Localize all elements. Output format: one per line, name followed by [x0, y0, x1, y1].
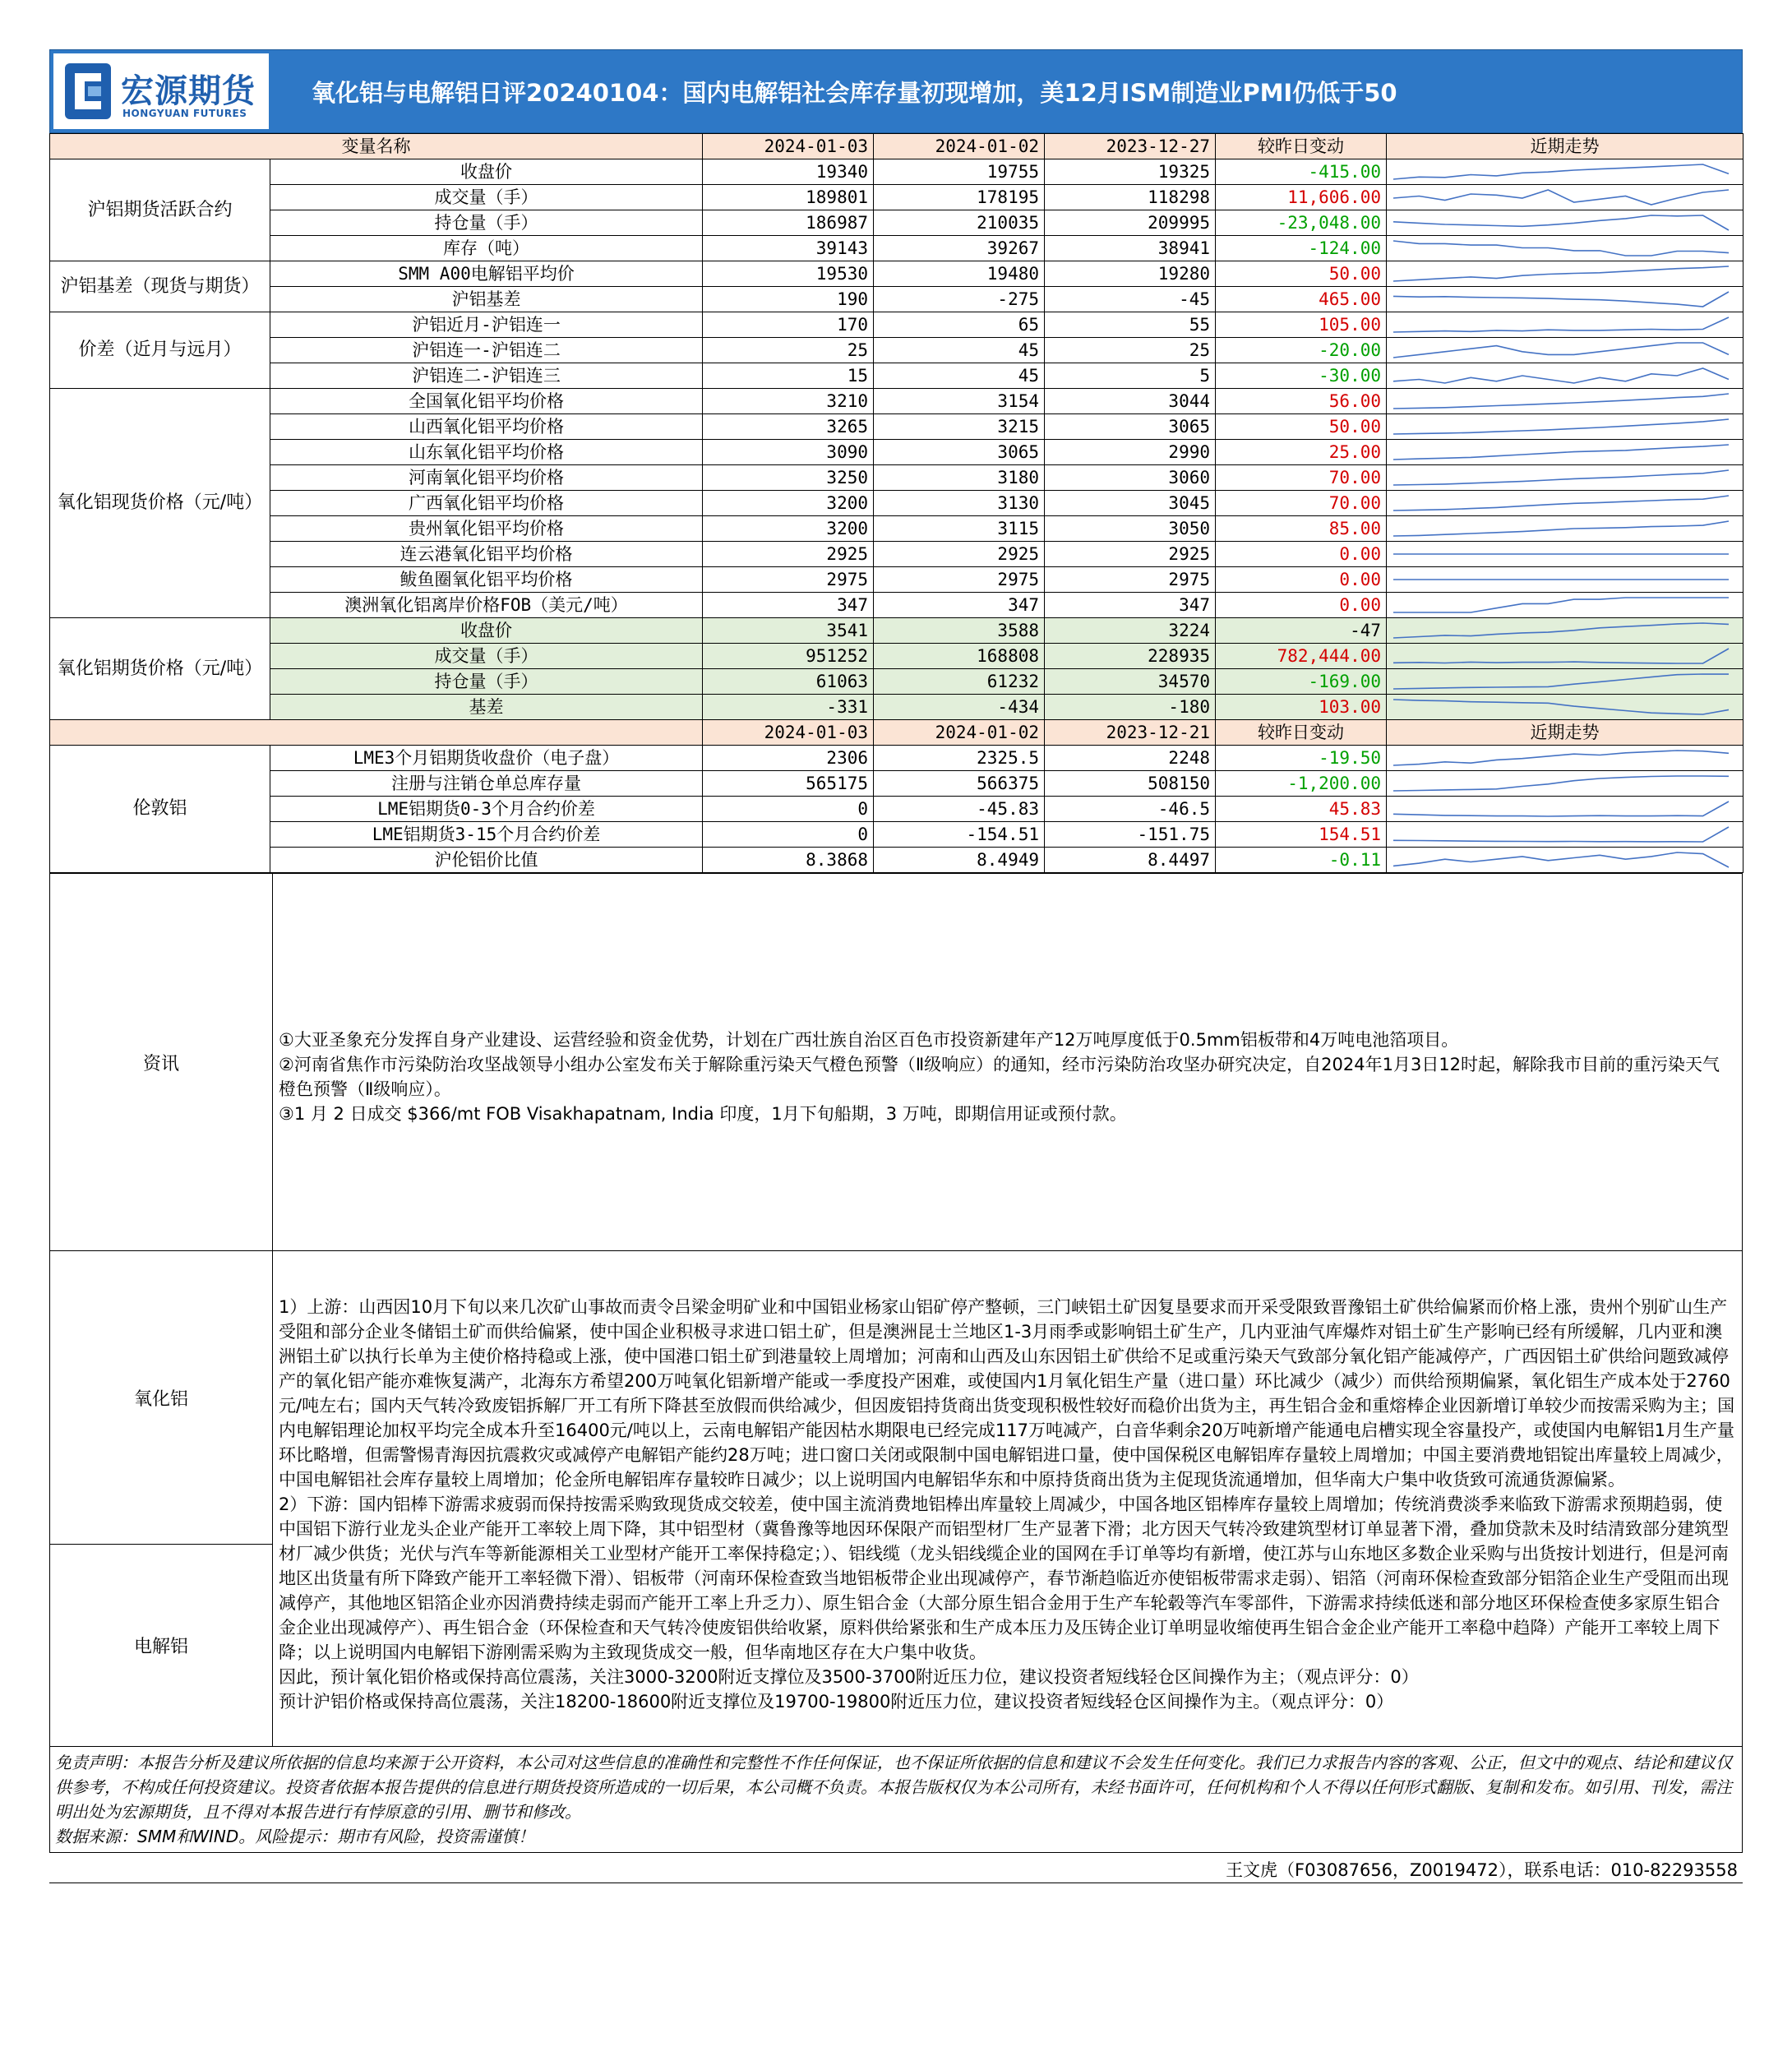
value-cell: -331	[703, 695, 874, 720]
change-cell: 0.00	[1216, 567, 1387, 593]
variable-name: 注册与注销仓单总库存量	[270, 771, 703, 797]
value-cell: 170	[703, 312, 874, 338]
value-cell: 2306	[703, 746, 874, 771]
value-cell: 347	[1045, 593, 1216, 618]
value-cell: 2325.5	[874, 746, 1045, 771]
table-row	[50, 669, 1744, 695]
variable-name: 连云港氧化铝平均价格	[270, 542, 703, 567]
change-cell: 25.00	[1216, 440, 1387, 465]
value-cell: 45	[874, 363, 1045, 389]
table-row	[50, 822, 1744, 848]
value-cell: -180	[1045, 695, 1216, 720]
variable-name: 全国氧化铝平均价格	[270, 389, 703, 414]
trend-sparkline	[1387, 593, 1744, 618]
value-cell: 19325	[1045, 159, 1216, 185]
trend-sparkline	[1387, 414, 1744, 440]
col-header-variable	[50, 720, 703, 746]
table-row	[50, 644, 1744, 669]
value-cell: 65	[874, 312, 1045, 338]
value-cell: 3115	[874, 516, 1045, 542]
data-source: 数据来源：SMM和WIND。风险提示：期市有风险，投资需谨慎！	[55, 1827, 535, 1846]
change-cell: 56.00	[1216, 389, 1387, 414]
downstream-text: 2）下游：国内铝棒下游需求疲弱而保持按需采购致现货成交较差，使中国主流消费地铝棒出库量较上周减少，中国各地区铝棒库存量较上周增加；传统消费淡季来临致下游需求预期趋弱，使中国铝下游行业龙头企业产能开工率较上周下降，其中铝型材（冀鲁豫等地因环保限产而铝型材厂生产显著下滑；北方因天气转冷致建筑型材订单显著下滑，叠加贷款未及时结清致部分建筑型材厂减少供货；光伏与汽车等新能源相关工业型材产能开工率保持稳定；）、铝线缆（龙头铝线缆企业的国网在手订单等均有新增，使江苏与山东地区多数企业采购与出货按计划进行，但是河南地区出货量有所下降致产能开工率轻微下滑）、铝板带（河南环保检查致当地铝板带企业出现减停产，春节渐趋临近亦使铝板带需求走弱）、铝箔（河南环保检查致部分铝箔企业生产受阻而出现减停产，其他地区铝箔企业亦因消费持续走弱而产能开工率上升乏力）、原生铝合金（大部分原生铝合金用于生产车轮毂等汽车零部件，下游需求持续低迷和部分地区环保检查使多家原生铝合金企业出现减停产）、再生铝合金（环保检查和天气转冷使废铝供给收紧，原料供给紧张和生产成本压力及压铸企业订单明显收缩使再生铝合金企业产能开工率稳中趋降）产能开工率较上周下降；以上说明国内电解铝下游刚需采购为主致现货成交一般，但华南地区存在大户集中收货。	[279, 1494, 1729, 1662]
variable-name: 持仓量（手）	[270, 210, 703, 236]
table-row	[50, 414, 1744, 440]
variable-name: LME3个月铝期货收盘价（电子盘）	[270, 746, 703, 771]
change-cell: 70.00	[1216, 491, 1387, 516]
group-label: 氧化铝现货价格（元/吨）	[50, 389, 270, 618]
report-header	[49, 49, 1743, 133]
table-row	[50, 185, 1744, 210]
value-cell: 2248	[1045, 746, 1216, 771]
value-cell: 3200	[703, 491, 874, 516]
value-cell: 61232	[874, 669, 1045, 695]
trend-sparkline	[1387, 822, 1744, 848]
analyst-contact: 王文虎（F03087656，Z0019472），联系电话：010-82293558	[49, 1853, 1743, 1883]
table-row	[50, 593, 1744, 618]
trend-sparkline	[1387, 363, 1744, 389]
col-header-trend: 近期走势	[1387, 720, 1744, 746]
value-cell: -434	[874, 695, 1045, 720]
trend-sparkline	[1387, 797, 1744, 822]
change-cell: -1,200.00	[1216, 771, 1387, 797]
table-row	[50, 542, 1744, 567]
value-cell: 8.4497	[1045, 848, 1216, 873]
variable-name: 成交量（手）	[270, 185, 703, 210]
trend-sparkline	[1387, 312, 1744, 338]
report-title: 氧化铝与电解铝日评20240104：国内电解铝社会库存量初现增加，美12月ISM制造业PMI仍低于50	[312, 79, 1397, 107]
col-header-date: 2024-01-02	[874, 134, 1045, 159]
table-header-row	[50, 720, 1744, 746]
table-header-row	[50, 134, 1744, 159]
value-cell: 3130	[874, 491, 1045, 516]
news-item: ①大亚圣象充分发挥自身产业建设、运营经验和资金优势，计划在广西壮族自治区百色市投资新建年产12万吨厚度低于0.5mm铝板带和4万吨电池箔项目。	[279, 1030, 1459, 1050]
alumina-analysis	[274, 1252, 1741, 1745]
variable-name: 成交量（手）	[270, 644, 703, 669]
value-cell: 19480	[874, 261, 1045, 287]
trend-sparkline	[1387, 261, 1744, 287]
value-cell: 38941	[1045, 236, 1216, 261]
value-cell: 19755	[874, 159, 1045, 185]
trend-sparkline	[1387, 618, 1744, 644]
logo-text-en: HONGYUAN FUTURES	[122, 108, 247, 119]
table-row	[50, 236, 1744, 261]
variable-name: SMM A00电解铝平均价	[270, 261, 703, 287]
news-body	[274, 875, 1741, 1250]
group-label: 氧化铝期货价格（元/吨）	[50, 618, 270, 720]
value-cell: 168808	[874, 644, 1045, 669]
value-cell: 209995	[1045, 210, 1216, 236]
col-header-date: 2024-01-02	[874, 720, 1045, 746]
group-label: 沪铝期货活跃合约	[50, 159, 270, 261]
hongyuan-logo-icon	[63, 62, 113, 121]
col-header-date: 2024-01-03	[703, 720, 874, 746]
value-cell: 3265	[703, 414, 874, 440]
value-cell: 566375	[874, 771, 1045, 797]
value-cell: 3250	[703, 465, 874, 491]
col-header-change: 较昨日变动	[1216, 134, 1387, 159]
trend-sparkline	[1387, 516, 1744, 542]
value-cell: 19280	[1045, 261, 1216, 287]
company-logo	[53, 53, 269, 129]
value-cell: 5	[1045, 363, 1216, 389]
value-cell: 186987	[703, 210, 874, 236]
value-cell: 25	[1045, 338, 1216, 363]
table-row	[50, 746, 1744, 771]
value-cell: 19530	[703, 261, 874, 287]
change-cell: 782,444.00	[1216, 644, 1387, 669]
table-row	[50, 159, 1744, 185]
trend-sparkline	[1387, 287, 1744, 312]
electrolytic-label: 电解铝	[50, 1545, 273, 1747]
market-data-table	[49, 133, 1744, 873]
value-cell: 228935	[1045, 644, 1216, 669]
variable-name: 鲅鱼圈氧化铝平均价格	[270, 567, 703, 593]
variable-name: 山东氧化铝平均价格	[270, 440, 703, 465]
variable-name: 河南氧化铝平均价格	[270, 465, 703, 491]
variable-name: 澳洲氧化铝离岸价格FOB（美元/吨）	[270, 593, 703, 618]
value-cell: 565175	[703, 771, 874, 797]
trend-sparkline	[1387, 185, 1744, 210]
change-cell: 154.51	[1216, 822, 1387, 848]
variable-name: 库存（吨）	[270, 236, 703, 261]
value-cell: 2925	[874, 542, 1045, 567]
value-cell: 55	[1045, 312, 1216, 338]
variable-name: 沪铝连一-沪铝连二	[270, 338, 703, 363]
change-cell: -169.00	[1216, 669, 1387, 695]
value-cell: 3154	[874, 389, 1045, 414]
value-cell: 3065	[874, 440, 1045, 465]
change-cell: 50.00	[1216, 414, 1387, 440]
col-header-date: 2023-12-21	[1045, 720, 1216, 746]
change-cell: 11,606.00	[1216, 185, 1387, 210]
change-cell: -20.00	[1216, 338, 1387, 363]
value-cell: 508150	[1045, 771, 1216, 797]
value-cell: 3210	[703, 389, 874, 414]
aluminium-view: 预计沪铝价格或保持高位震荡，关注18200-18600附近支撑位及19700-19800附近压力位，建议投资者短线轻仓区间操作为主。（观点评分：0）	[279, 1692, 1394, 1712]
value-cell: 347	[874, 593, 1045, 618]
value-cell: 189801	[703, 185, 874, 210]
table-row	[50, 465, 1744, 491]
variable-name: 山西氧化铝平均价格	[270, 414, 703, 440]
trend-sparkline	[1387, 848, 1744, 873]
report-page	[49, 49, 1743, 1883]
value-cell: 3215	[874, 414, 1045, 440]
value-cell: 2975	[874, 567, 1045, 593]
change-cell: 45.83	[1216, 797, 1387, 822]
table-row	[50, 567, 1744, 593]
trend-sparkline	[1387, 695, 1744, 720]
change-cell: 0.00	[1216, 593, 1387, 618]
variable-name: 收盘价	[270, 618, 703, 644]
change-cell: 465.00	[1216, 287, 1387, 312]
logo-text-cn: 宏源期货	[121, 72, 256, 110]
disclaimer-text: 免责声明：本报告分析及建议所依据的信息均来源于公开资料，本公司对这些信息的准确性和完整性不作任何保证，也不保证所依据的信息和建议不会发生任何变化。我们已力求报告内容的客观、公正，但文中的观点、结论和建议仅供参考，不构成任何投资建议。投资者依据本报告提供的信息进行期货投资所造成的一切后果，本公司概不负责。本报告版权仅为本公司所有，未经书面许可，任何机构和个人不得以任何形式翻版、复制和发布。如引用、刊发，需注明出处为宏源期货，且不得对本报告进行有悖原意的引用、删节和修改。	[55, 1753, 1732, 1822]
col-header-variable: 变量名称	[50, 134, 703, 159]
table-row	[50, 440, 1744, 465]
table-row	[50, 287, 1744, 312]
value-cell: -154.51	[874, 822, 1045, 848]
value-cell: 347	[703, 593, 874, 618]
value-cell: 3050	[1045, 516, 1216, 542]
value-cell: 2975	[703, 567, 874, 593]
change-cell: -0.11	[1216, 848, 1387, 873]
table-row	[50, 338, 1744, 363]
value-cell: 3065	[1045, 414, 1216, 440]
table-row	[50, 210, 1744, 236]
group-label: 伦敦铝	[50, 746, 270, 873]
value-cell: 8.4949	[874, 848, 1045, 873]
value-cell: 3060	[1045, 465, 1216, 491]
table-row	[50, 312, 1744, 338]
change-cell: 103.00	[1216, 695, 1387, 720]
change-cell: 85.00	[1216, 516, 1387, 542]
trend-sparkline	[1387, 771, 1744, 797]
value-cell: 39267	[874, 236, 1045, 261]
col-header-date: 2024-01-03	[703, 134, 874, 159]
table-row	[50, 516, 1744, 542]
trend-sparkline	[1387, 746, 1744, 771]
variable-name: 收盘价	[270, 159, 703, 185]
table-row	[50, 771, 1744, 797]
change-cell: 50.00	[1216, 261, 1387, 287]
value-cell: 3541	[703, 618, 874, 644]
news-item: ③1 月 2 日成交 $366/mt FOB Visakhapatnam, India 印度，1月下旬船期，3 万吨，即期信用证或预付款。	[279, 1104, 1127, 1124]
col-header-change: 较昨日变动	[1216, 720, 1387, 746]
news-label: 资讯	[50, 874, 273, 1251]
variable-name: 广西氧化铝平均价格	[270, 491, 703, 516]
value-cell: 15	[703, 363, 874, 389]
value-cell: 19340	[703, 159, 874, 185]
value-cell: 39143	[703, 236, 874, 261]
table-row	[50, 491, 1744, 516]
value-cell: -45	[1045, 287, 1216, 312]
change-cell: -19.50	[1216, 746, 1387, 771]
value-cell: 190	[703, 287, 874, 312]
news-item: ②河南省焦作市污染防治攻坚战领导小组办公室发布关于解除重污染天气橙色预警（Ⅱ级响应）的通知，经市污染防治攻坚办研究决定，自2024年1月3日12时起，解除我市目前的重污染天气橙色预警（Ⅱ级响应）。	[279, 1055, 1720, 1099]
trend-sparkline	[1387, 542, 1744, 567]
value-cell: 2975	[1045, 567, 1216, 593]
table-row	[50, 363, 1744, 389]
trend-sparkline	[1387, 210, 1744, 236]
change-cell: -23,048.00	[1216, 210, 1387, 236]
value-cell: 3180	[874, 465, 1045, 491]
value-cell: 8.3868	[703, 848, 874, 873]
change-cell: -124.00	[1216, 236, 1387, 261]
value-cell: -46.5	[1045, 797, 1216, 822]
value-cell: 45	[874, 338, 1045, 363]
value-cell: 118298	[1045, 185, 1216, 210]
trend-sparkline	[1387, 159, 1744, 185]
value-cell: -275	[874, 287, 1045, 312]
value-cell: 2925	[703, 542, 874, 567]
variable-name: 基差	[270, 695, 703, 720]
value-cell: 2990	[1045, 440, 1216, 465]
change-cell: 105.00	[1216, 312, 1387, 338]
variable-name: LME铝期货3-15个月合约价差	[270, 822, 703, 848]
trend-sparkline	[1387, 669, 1744, 695]
value-cell: 25	[703, 338, 874, 363]
value-cell: 34570	[1045, 669, 1216, 695]
change-cell: 70.00	[1216, 465, 1387, 491]
value-cell: 951252	[703, 644, 874, 669]
value-cell: 3588	[874, 618, 1045, 644]
table-row	[50, 797, 1744, 822]
group-label: 沪铝基差（现货与期货）	[50, 261, 270, 312]
value-cell: 0	[703, 822, 874, 848]
value-cell: -151.75	[1045, 822, 1216, 848]
col-header-trend: 近期走势	[1387, 134, 1744, 159]
value-cell: 2925	[1045, 542, 1216, 567]
variable-name: 持仓量（手）	[270, 669, 703, 695]
trend-sparkline	[1387, 440, 1744, 465]
col-header-date: 2023-12-27	[1045, 134, 1216, 159]
value-cell: 3045	[1045, 491, 1216, 516]
alumina-label: 氧化铝	[50, 1251, 273, 1545]
trend-sparkline	[1387, 491, 1744, 516]
variable-name: 沪伦铝价比值	[270, 848, 703, 873]
table-row	[50, 261, 1744, 287]
variable-name: 沪铝基差	[270, 287, 703, 312]
change-cell: 0.00	[1216, 542, 1387, 567]
table-row	[50, 848, 1744, 873]
value-cell: 0	[703, 797, 874, 822]
upstream-text: 1）上游：山西因10月下旬以来几次矿山事故而责令吕梁金明矿业和中国铝业杨家山铝矿停产整顿，三门峡铝土矿因复垦要求而开采受限致晋豫铝土矿供给偏紧而价格上涨，贵州个别矿山生产受阻和部分企业冬储铝土矿而供给偏紧，使中国企业积极寻求进口铝土矿，但是澳洲昆士兰地区1-3月雨季或影响铝土矿生产，几内亚油气库爆炸对铝土矿生产影响已经有所缓解，几内亚和澳洲铝土矿以执行长单为主使价格持稳或上涨，使中国港口铝土矿到港量较上周增加；河南和山西及山东因铝土矿供给不足或重污染天气致部分氧化铝产能减停产，广西因铝土矿供给问题致减停产的氧化铝产能亦难恢复满产，北海东方希望200万吨氧化铝新增产能或一季度投产困难，或使国内1月氧化铝生产量（进口量）环比减少（减少）而供给预期偏紧，氧化铝生产成本处于2760元/吨左右；国内天气转冷致废铝拆解厂开工有所下降甚至放假而供给减少，但因废铝持货商出货变现积极性较好而稳价出货为主，再生铝合金和重熔棒企业因新增订单较少而按需采购为主；国内电解铝理论加权平均完全成本升至16400元/吨以上，云南电解铝产能因枯水期限电已经完成117万吨减产，白音华剩余20万吨新增产能通电启槽实现全容量投产，或使国内电解铝1月生产量环比略增，但需警惕青海因抗震救灾或减停产电解铝产能约28万吨；进口窗口关闭或限制中国电解铝进口量，使中国保税区电解铝库存量较上周增加；中国主要消费地铝锭出库量较上周减少，中国电解铝社会库存量较上周增加；伦金所电解铝库存量较昨日减少；以上说明国内电解铝华东和中原持货商出货为主促现货流通增加，但华南大户集中收货致可流通货源偏紧。	[279, 1297, 1735, 1490]
news-section	[49, 873, 1743, 1747]
trend-sparkline	[1387, 338, 1744, 363]
trend-sparkline	[1387, 567, 1744, 593]
trend-sparkline	[1387, 236, 1744, 261]
trend-sparkline	[1387, 389, 1744, 414]
value-cell: 178195	[874, 185, 1045, 210]
variable-name: 沪铝连二-沪铝连三	[270, 363, 703, 389]
change-cell: -30.00	[1216, 363, 1387, 389]
table-row	[50, 695, 1744, 720]
value-cell: 210035	[874, 210, 1045, 236]
value-cell: 3200	[703, 516, 874, 542]
change-cell: -415.00	[1216, 159, 1387, 185]
value-cell: -45.83	[874, 797, 1045, 822]
disclaimer	[49, 1747, 1743, 1853]
table-row	[50, 389, 1744, 414]
variable-name: 沪铝近月-沪铝连一	[270, 312, 703, 338]
value-cell: 61063	[703, 669, 874, 695]
trend-sparkline	[1387, 644, 1744, 669]
variable-name: 贵州氧化铝平均价格	[270, 516, 703, 542]
variable-name: LME铝期货0-3个月合约价差	[270, 797, 703, 822]
alumina-view: 因此，预计氧化铝价格或保持高位震荡，关注3000-3200附近支撑位及3500-3700附近压力位，建议投资者短线轻仓区间操作为主；（观点评分：0）	[279, 1667, 1419, 1687]
table-row	[50, 618, 1744, 644]
group-label: 价差（近月与远月）	[50, 312, 270, 389]
value-cell: 3224	[1045, 618, 1216, 644]
value-cell: 3044	[1045, 389, 1216, 414]
value-cell: 3090	[703, 440, 874, 465]
trend-sparkline	[1387, 465, 1744, 491]
change-cell: -47	[1216, 618, 1387, 644]
